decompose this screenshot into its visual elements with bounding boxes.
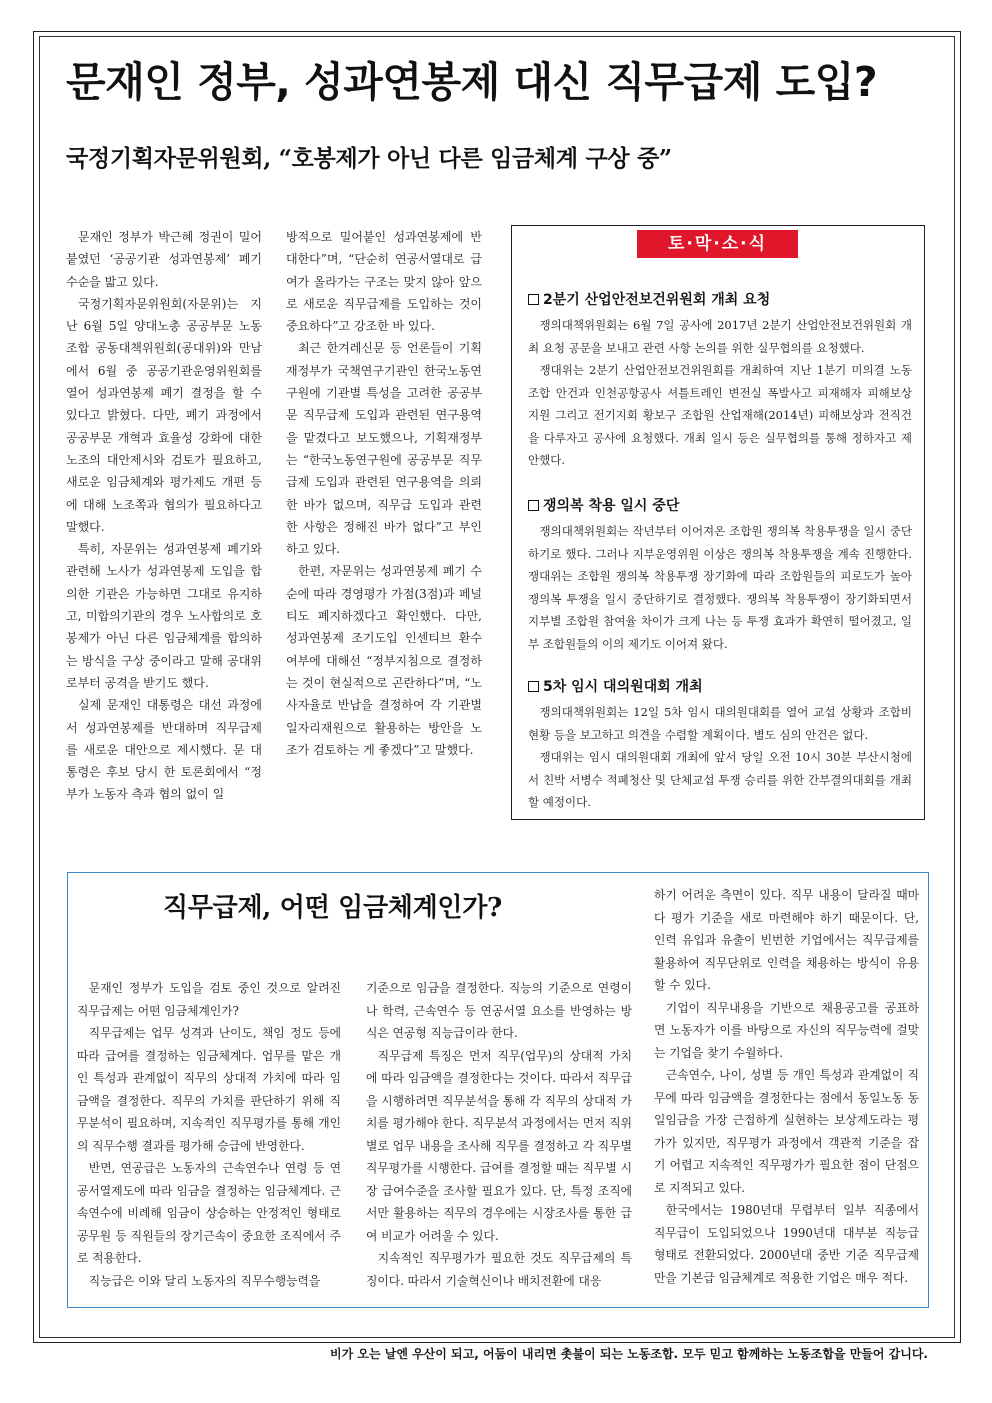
news-brief-item: [528, 494, 912, 655]
article-paragraph: 한편, 자문위는 성과연봉제 폐기 수순에 따라 경영평가 가점(3점)과 페널티도 폐지하겠다고 확인했다. 다만, 성과연봉제 조기도입 인센티브 환수 여부에 대해선 “정부지침으로 결정하는 것이 현실적으로 곤란하다”며, “노사자율로 반납을 결정하여 각 기관별 일자리재원으로 활용하는 방안을 노조가 검토하는 게 좋겠다”고 말했다.: [286, 564, 482, 757]
news-brief-title: [528, 288, 912, 312]
news-brief-title-text: 5차 임시 대의원대회 개최: [543, 679, 703, 695]
article-paragraph: 국정기획자문위원회(자문위)는 지난 6월 5일 양대노총 공공부문 노동조합 공동대책위원회(공대위)와 만남에서 6월 중 공공기관운영위원회를 열어 성과연봉제 폐기 결정을 할 수 있다고 밝혔다. 다만, 폐기 과정에서 공공부문 개혁과 효율성 강화에 대한 노조의 대안제시와 검토가 필요하고, 새로운 임금체계와 평가제도 개편 등에 대해 노조쪽과 협의가 필요하다고 말했다.: [66, 296, 262, 534]
feature-column-1: [77, 977, 341, 1292]
feature-title: 직무급제, 어떤 임금체계인가?: [163, 893, 502, 923]
checkbox-square-icon: [528, 681, 539, 692]
news-brief-paragraph: 쟁의대책위원회는 6월 7일 공사에 2017년 2분기 산업안전보건위원회 개최 요청 공문을 보내고 관련 사항 논의를 위한 실무협의를 요청했다.: [528, 318, 912, 355]
feature-column-3: [654, 884, 919, 1289]
news-brief-paragraph: 쟁의대책위원회는 작년부터 이어져온 조합원 쟁의복 착용투쟁을 일시 중단하기로 했다. 그러나 지부운영위원 이상은 쟁의복 착용투쟁을 계속 진행한다. 쟁대위는 조합원 쟁의복 착용투쟁 장기화에 따라 조합원들의 피로도가 높아 쟁의복 투쟁을 일시 중단하기로 결정했다. 쟁의복 착용투쟁이 장기화되면서 지부별 조합원 참여율 차이가 크게 나는 등 투쟁 효과가 확연히 떨어졌고, 일부 조합원들의 이의 제기도 이어져 왔다.: [528, 524, 912, 651]
feature-paragraph: 문재인 정부가 도입을 검토 중인 것으로 알려진 직무급제는 어떤 임금체계인가?: [77, 981, 341, 1018]
feature-paragraph: 반면, 연공급은 노동자의 근속연수나 연령 등 연공서열제도에 따라 임금을 결정하는 임금체계다. 근속연수에 비례해 임금이 상승하는 안정적인 형태로 공무원 등 직원들의 장기근속이 중요한 조직에서 주로 적용한다.: [77, 1161, 341, 1265]
news-brief-banner: 토·막·소·식: [637, 230, 798, 258]
feature-paragraph: 직무급제 특징은 먼저 직무(업무)의 상대적 가치에 따라 임금액을 결정한다는 것이다. 따라서 직무급을 시행하려면 직무분석을 통해 각 직무의 상대적 가치를 평가해야 한다. 직무분석 과정에서는 먼저 직위별로 업무 내용을 조사해 직무를 결정하고 각 직무별 직무평가를 시행한다. 급여를 결정할 때는 직무별 시장 급여수준을 조사할 필요가 있다. 단, 특정 조직에서만 활용하는 직무의 경우에는 시장조사를 통한 급여 비교가 어려울 수 있다.: [366, 1048, 632, 1243]
feature-paragraph: 기준으로 임금을 결정한다. 직능의 기준으로 연령이나 학력, 근속연수 등 연공서열 요소를 반영하는 방식은 연공형 직능급이라 한다.: [366, 981, 632, 1040]
article-paragraph: 실제 문재인 대통령은 대선 과정에서 성과연봉제를 반대하며 직무급제를 새로운 대안으로 제시했다. 문 대통령은 후보 당시 한 토론회에서 “정부가 노동자 측과 협의 없이 일: [66, 698, 262, 802]
article-paragraph: 문재인 정부가 박근혜 정권이 밀어붙였던 ‘공공기관 성과연봉제’ 폐기 수순을 밟고 있다.: [66, 230, 262, 289]
news-brief-title: [528, 494, 912, 518]
feature-paragraph: 근속연수, 나이, 성별 등 개인 특성과 관계없이 직무에 따라 임금액을 결정한다는 점에서 동일노동 동일임금을 가장 근접하게 실현하는 보상제도라는 평가가 있지만, 직무평가 과정에서 객관적 기준을 잡기 어렵고 지속적인 직무평가가 필요한 점이 단점으로 지적되고 있다.: [654, 1068, 919, 1195]
news-brief-item: [528, 288, 912, 472]
news-brief-title: [528, 675, 912, 699]
feature-column-2: [366, 977, 632, 1292]
news-brief-title-text: 2분기 산업안전보건위원회 개최 요청: [543, 292, 771, 308]
news-brief-paragraph: 쟁대위는 임시 대의원대회 개최에 앞서 당일 오전 10시 30분 부산시청에서 친박 서병수 적폐청산 및 단체교섭 투쟁 승리를 위한 간부결의대회를 개최할 예정이다.: [528, 750, 912, 809]
checkbox-square-icon: [528, 500, 539, 511]
news-brief-item: [528, 675, 912, 814]
footer-slogan: 비가 오는 날엔 우산이 되고, 어둠이 내리면 촛불이 되는 노동조합. 모두 믿고 함께하는 노동조합을 만들어 갑니다.: [330, 1347, 928, 1361]
article-column-2: [286, 226, 482, 761]
article-column-1: [66, 226, 262, 806]
article-paragraph: 최근 한겨레신문 등 언론들이 기획재정부가 국책연구기관인 한국노동연구원에 기관별 특성을 고려한 공공부문 직무급제 도입과 관련된 연구용역을 맡겼다고 보도했으나, 기획재정부는 “한국노동연구원에 공공부문 직무급제 도입과 관련된 연구용역을 의뢰한 바가 없으며, 직무급 도입과 관련한 사항은 정해진 바가 없다”고 부인하고 있다.: [286, 341, 482, 557]
feature-paragraph: 하기 어려운 측면이 있다. 직무 내용이 달라질 때마다 평가 기준을 새로 마련해야 하기 때문이다. 단, 인력 유입과 유출이 빈번한 기업에서는 직무급제를 활용하여 직무단위로 인력을 채용하는 방식이 유용할 수 있다.: [654, 888, 919, 992]
news-brief-paragraph: 쟁의대책위원회는 12일 5차 임시 대의원대회를 열어 교섭 상황과 조합비 현황 등을 보고하고 의견을 수렴할 계획이다. 별도 심의 안건은 없다.: [528, 705, 912, 742]
headline: 문재인 정부, 성과연봉제 대신 직무급제 도입?: [66, 58, 878, 106]
feature-paragraph: 기업이 직무내용을 기반으로 채용공고를 공표하면 노동자가 이를 바탕으로 자신의 직무능력에 걸맞는 기업을 찾기 수월하다.: [654, 1000, 919, 1060]
feature-paragraph: 직무급제는 업무 성격과 난이도, 책임 정도 등에 따라 급여를 결정하는 임금체계다. 업무를 맡은 개인 특성과 관계없이 직무의 상대적 가치에 따라 임금액을 결정한다. 직무의 가치를 판단하기 위해 직무분석이 필요하며, 지속적인 직무평가를 통해 개인의 직무수행 결과를 평가해 승급에 반영한다.: [77, 1026, 341, 1153]
feature-paragraph: 직능급은 이와 달리 노동자의 직무수행능력을: [88, 1273, 321, 1288]
article-paragraph: 방적으로 밀어붙인 성과연봉제에 반대한다”며, “단순히 연공서열대로 급여가 올라가는 구조는 맞지 않아 앞으로 새로운 직무급제를 도입하는 것이 중요하다”고 강조한 바 있다.: [286, 230, 482, 334]
feature-paragraph: 지속적인 직무평가가 필요한 것도 직무급제의 특징이다. 따라서 기술혁신이나 배치전환에 대응: [366, 1251, 632, 1288]
feature-paragraph: 한국에서는 1980년대 무렵부터 일부 직종에서 직무급이 도입되었으나 1990년대 대부분 직능급 형태로 전환되었다. 2000년대 중반 기준 직무급제만을 기본급 임금체계로 적용한 기업은 매우 적다.: [654, 1203, 919, 1285]
news-brief-title-text: 쟁의복 착용 일시 중단: [543, 498, 680, 514]
news-brief-box: [511, 225, 925, 820]
checkbox-square-icon: [528, 294, 539, 305]
article-paragraph: 특히, 자문위는 성과연봉제 폐기와 관련해 노사가 성과연봉제 도입을 합의한 기관은 가능하면 그대로 유지하고, 미합의기관의 경우 노사합의로 호봉제가 아닌 다른 임금체계를 합의하는 방식을 구상 중이라고 말해 공대위로부터 공격을 받기도 했다.: [66, 542, 262, 690]
news-brief-paragraph: 쟁대위는 2분기 산업안전보건위원회를 개최하여 지난 1분기 미의결 노동조합 안건과 인천공항공사 셔틀트레인 변전실 폭발사고 피재해자 피해보상 지원 그리고 전기지회 황보구 조합원 산업재해(2014년) 피해보상과 전직건을 다루자고 공사에 요청했다. 개최 일시 등은 실무협의를 통해 정하자고 제안했다.: [528, 363, 912, 467]
subheadline: 국정기획자문위원회, “호봉제가 아닌 다른 임금체계 구상 중”: [66, 145, 672, 172]
